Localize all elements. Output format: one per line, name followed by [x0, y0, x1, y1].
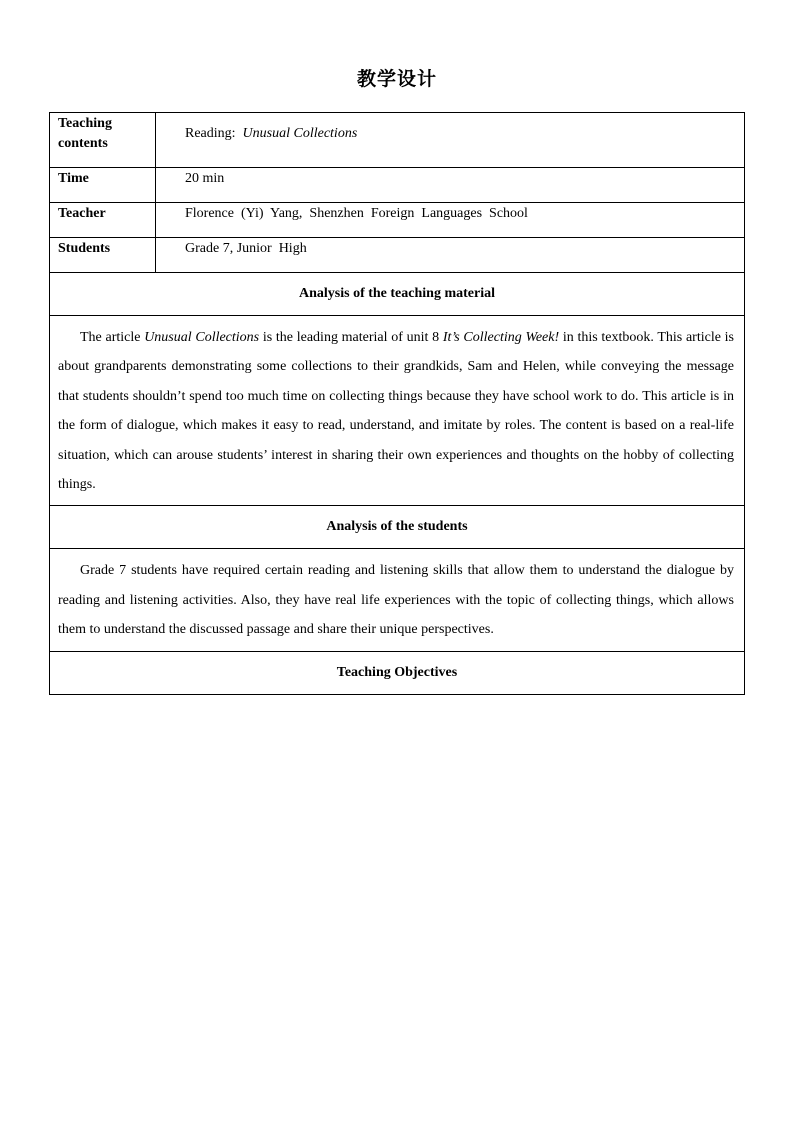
- material-analysis-paragraph: [50, 316, 745, 506]
- time-label: Time: [50, 168, 156, 203]
- students-analysis-paragraph: Grade 7 students have required certain reading and listening skills that allow them to understand the dialogue by reading and listening activities. Also, they have real life experiences with the topic of collecting things, which allows them to understand the discussed passage and share their unique perspectives.: [50, 549, 745, 651]
- material-italic-title: Unusual Collections: [144, 330, 260, 345]
- teaching-contents-value: [156, 113, 745, 168]
- table-row-objectives-heading: [50, 651, 745, 694]
- material-analysis-heading: Analysis of the teaching material: [50, 273, 745, 316]
- material-text-part-3: in this textbook. This article is about grandparents demonstrating some collections to their grandkids, Sam and Helen, while conveying the message that students shouldn’t spend too much time on collecting things because they have school work to do. This article is in the form of dialogue, which makes it easy to read, understand, and imitate by roles. The content is based on a real-life situation, which can arouse students’ interest in sharing their own experiences and thoughts on the hobby of collecting things.: [58, 330, 735, 493]
- table-row-time: [50, 168, 745, 203]
- teaching-objectives-heading: Teaching Objectives: [50, 651, 745, 694]
- teacher-value: Florence (Yi) Yang, Shenzhen Foreign Languages School: [156, 203, 745, 238]
- time-value: 20 min: [156, 168, 745, 203]
- table-row-material-text: [50, 316, 745, 506]
- teaching-contents-title: Unusual Collections: [242, 126, 358, 141]
- teaching-contents-label: Teaching contents: [50, 113, 156, 168]
- teacher-label: Teacher: [50, 203, 156, 238]
- page-title: 教学设计: [356, 68, 437, 90]
- students-label: Students: [50, 238, 156, 273]
- material-italic-unit: It’s Collecting Week!: [442, 330, 560, 345]
- table-row-material-heading: [50, 273, 745, 316]
- lesson-plan-table: [49, 112, 745, 695]
- table-row-teacher: [50, 203, 745, 238]
- table-row-students-text: [50, 549, 745, 651]
- table-row-teaching-contents: [50, 113, 745, 168]
- table-row-students-heading: [50, 506, 745, 549]
- material-text-part-1: The article: [80, 330, 145, 345]
- table-row-students: [50, 238, 745, 273]
- students-analysis-heading: Analysis of the students: [50, 506, 745, 549]
- material-text-part-2: is the leading material of unit 8: [259, 330, 443, 345]
- teaching-contents-prefix: Reading:: [185, 126, 243, 141]
- students-value: Grade 7, Junior High: [156, 238, 745, 273]
